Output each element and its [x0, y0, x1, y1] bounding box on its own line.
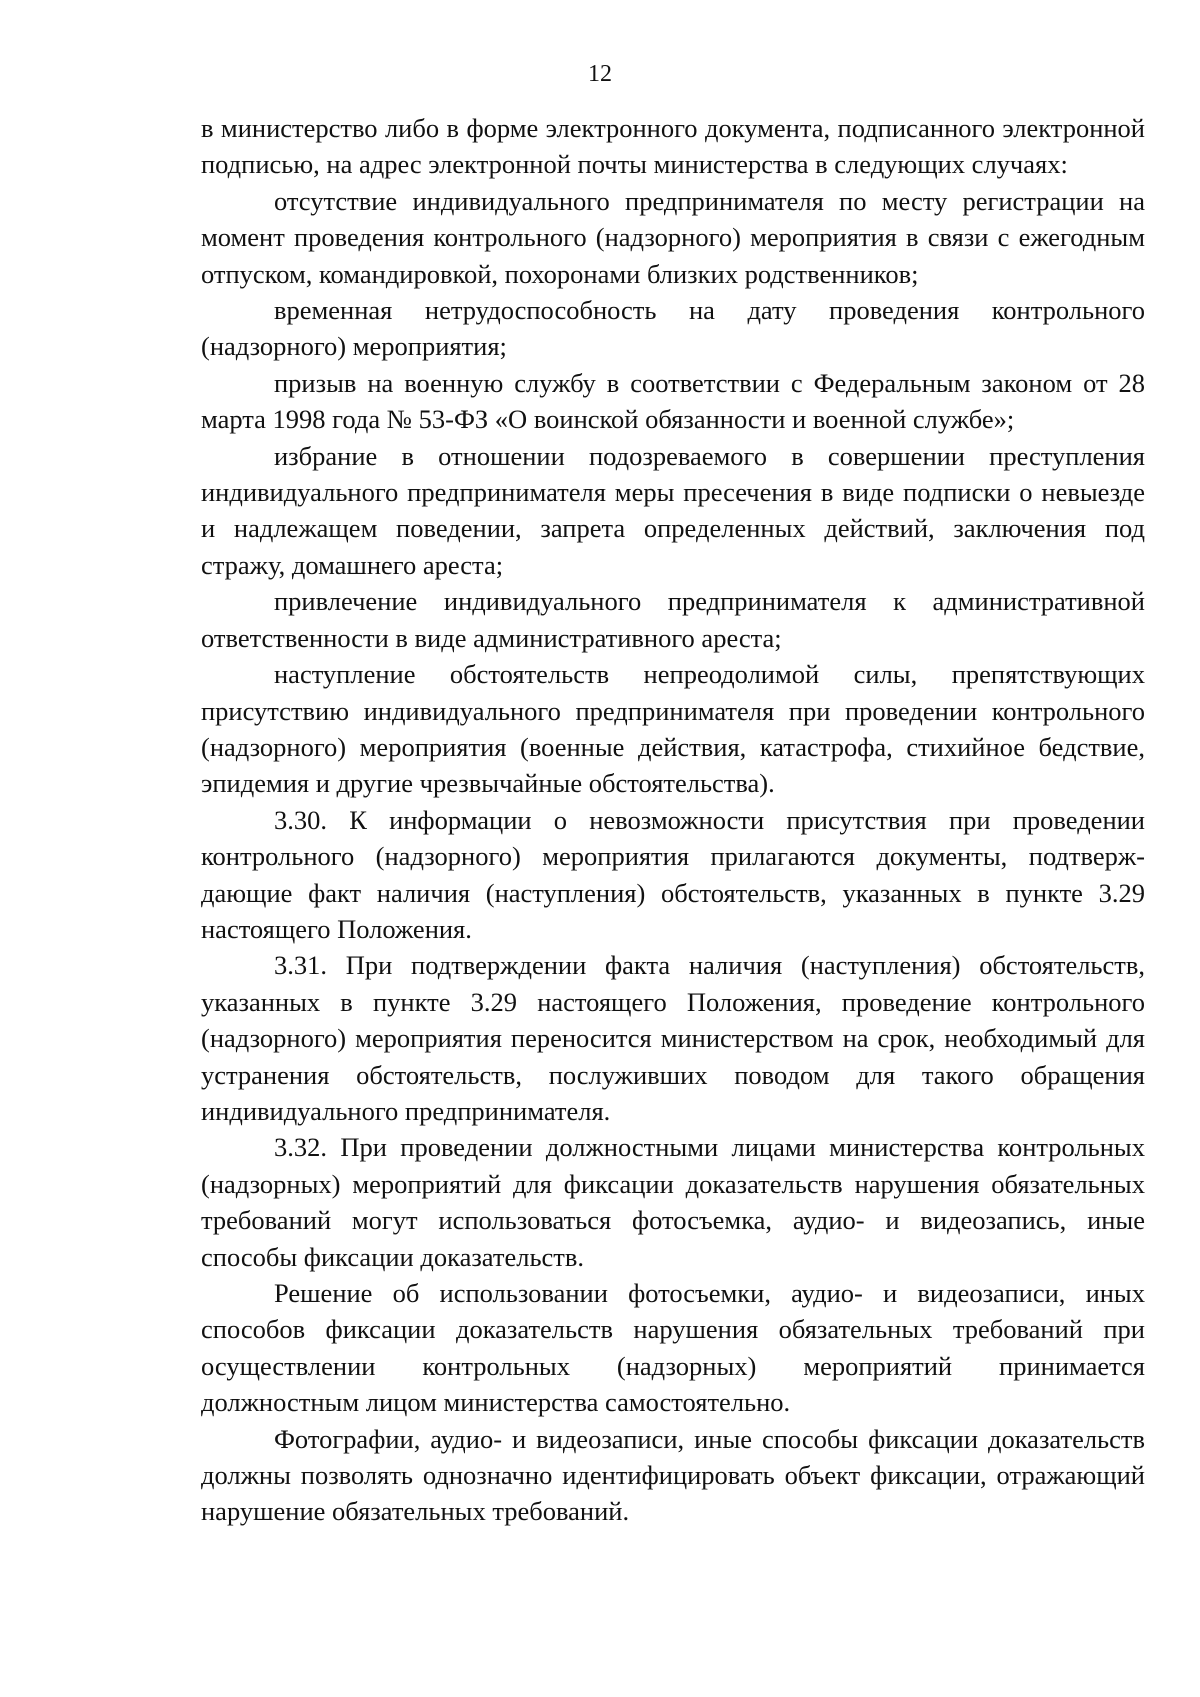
- paragraph-3-31: 3.31. При подтверждении факта наличия (наступления) обстоятельств, указанных в пункте 3.29 настоящего Положения, проведение контрольного (надзорного) мероприятия переносится министерством на срок, необходимый для устранения обстоятельств, послуживших поводом для такого обращения индивидуального предпринимателя.: [201, 950, 1145, 1126]
- paragraph-case-preventive-measure: избрание в отношении подозреваемого в совершении преступления индивидуального предпринимателя меры пресечения в виде подписки о невыезде и надлежащем поведении, запрета определенных действий, заключения под стражу, домашнего ареста;: [201, 440, 1145, 580]
- paragraph-3-32: 3.32. При проведении должностными лицами министерства контрольных (надзорных) мероприятий для фиксации доказательств нарушения обязательных требований могут использоваться фотосъемка, аудио- и видеозапись, иные способы фиксации доказательств.: [201, 1132, 1145, 1272]
- paragraph-recording-decision: Решение об использовании фотосъемки, аудио- и видеозаписи, иных способов фиксации доказательств нарушения обязательных требований при осуществлении контрольных (надзорных) мероприятий принимается должностным лицом министерства самостоятельно.: [201, 1278, 1145, 1418]
- paragraph-case-administrative-arrest: привлечение индивидуального предпринимателя к административной ответственности в виде административного ареста;: [201, 586, 1145, 653]
- paragraph-case-absence: отсутствие индивидуального предпринимателя по месту регистрации на момент проведения контрольного (надзорного) мероприятия в связи с ежегодным отпуском, командировкой, похоронами близких родственников;: [201, 185, 1145, 289]
- paragraph-case-military-service: призыв на военную службу в соответствии с Федеральным законом от 28 марта 1998 года № 53-ФЗ «О воинской обязанности и военной службе»;: [201, 367, 1145, 435]
- page-number: 12: [588, 61, 612, 87]
- document-body: [201, 110, 1145, 1530]
- paragraph-3-30: 3.30. К информации о невозможности присутствия при проведении контрольного (надзорного) мероприятия прилагаются документы, подтверждающие факт наличия (наступления) обстоятельств, указанных в пункте 3.29 настоящего Положения.: [201, 804, 1145, 944]
- paragraph-recording-requirements: Фотографии, аудио- и видеозаписи, иные способы фиксации доказательств должны позволять однозначно идентифицировать объект фиксации, отражающий нарушение обязательных требований.: [201, 1423, 1145, 1527]
- paragraph-case-force-majeure: наступление обстоятельств непреодолимой силы, препятствующих присутствию индивидуального предпринимателя при проведении контрольного (надзорного) мероприятия (военные действия, катастрофа, стихийное бедствие, эпидемия и другие чрезвычайные обстоятельства).: [201, 659, 1145, 799]
- paragraph-continuation: в министерство либо в форме электронного документа, подписанного электронной подписью, на адрес электронной почты министерства в следующих случаях:: [201, 113, 1145, 180]
- paragraph-case-disability: временная нетрудоспособность на дату проведения контрольного (надзорного) мероприятия;: [201, 295, 1145, 362]
